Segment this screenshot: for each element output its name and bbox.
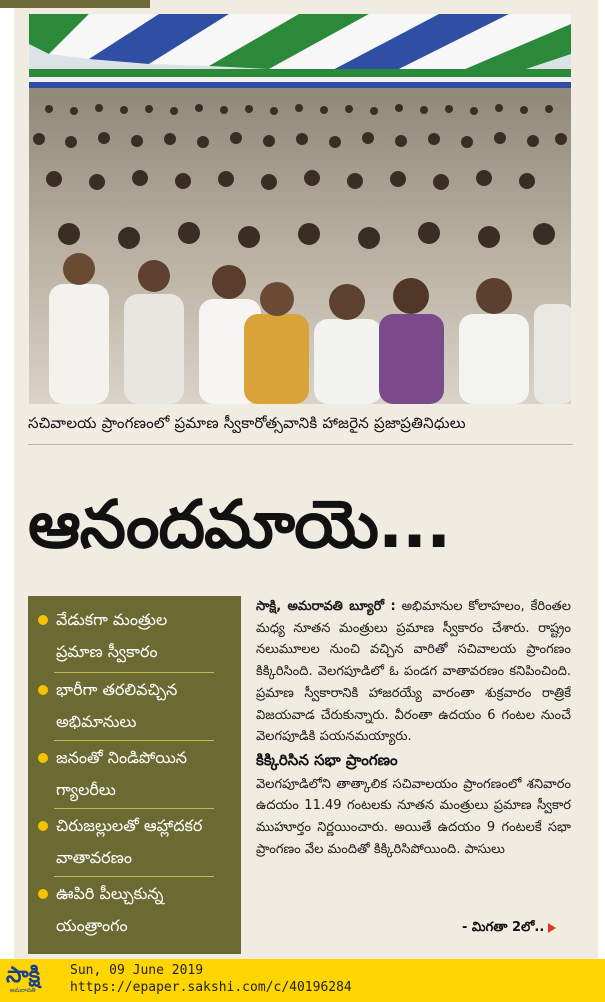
highlight-text: వేడుకగా మంత్రుల	[56, 610, 168, 629]
article-body	[256, 596, 571, 860]
headline: ఆనందమాయె...	[28, 486, 451, 563]
highlights-sidebar	[28, 596, 241, 954]
crowd-photo	[29, 14, 571, 404]
article-subhead: కిక్కిరిసిన సభా ప్రాంగణం	[256, 750, 398, 769]
highlight-divider	[54, 740, 214, 741]
article-text: అభిమానుల కోలాహలం, కేరింతల మధ్య నూతన మంత్రులు ప్రమాణ స్వీకారం చేశారు. రాష్ట్రం నలుమూలల నుంచి వచ్చిన వారితో సచివాలయ ప్రాంగణం కిక్కిరిసింది. వెలగపూడిలో ఓ పండగ వాతావరణం కనిపించింది. ప్రమాణ స్వీకారానికి హాజరయ్యే వారంతా శుక్రవారం రాత్రికే విజయవాడ చేరుకున్నారు. వీరంతా ఉదయం 6 గంటల నుంచే వెలగపూడికి పయనమయ్యారు.	[256, 599, 571, 745]
edition-date: Sun, 09 June 2019	[70, 963, 204, 978]
bullet-icon	[38, 889, 48, 899]
bullet-icon	[38, 615, 48, 625]
highlight-divider	[54, 876, 214, 877]
article-url[interactable]: https://epaper.sakshi.com/c/40196284	[70, 980, 352, 995]
highlight-item	[34, 674, 234, 738]
bullet-icon	[38, 753, 48, 763]
highlight-item	[34, 604, 234, 668]
caption-divider	[28, 444, 573, 445]
article-paragraph: వెలగపూడిలోని తాత్కాలిక సచివాలయం ప్రాంగణంలో శనివారం ఉదయం 11.49 గంటలకు నూతన మంత్రులు ప్రమాణ స్వీకార ముహూర్తం నిర్ణయించారు. అయితే ఉదయం 9 గంటలకే సభా ప్రాంగణం వేల మందితో కిక్కిరిసిపోయింది. పాసులు	[256, 776, 571, 857]
crowd-photo-image	[29, 14, 571, 404]
highlight-text: చిరుజల్లులతో ఆహ్లాదకర	[56, 816, 203, 835]
continued-link[interactable]	[462, 920, 556, 938]
corner-decoration	[0, 0, 150, 8]
highlight-divider	[54, 672, 214, 673]
highlight-text: యంత్రాంగం	[56, 916, 128, 935]
highlight-text: అభిమానులు	[56, 712, 137, 731]
dateline: సాక్షి, అమరావతి బ్యూరో :	[256, 599, 396, 614]
highlight-text: ఊపిరి పీల్చుకున్న	[56, 884, 164, 903]
continued-text: - మిగతా 2లో..	[462, 920, 545, 935]
highlight-text: వాతావరణం	[56, 848, 132, 867]
photo-caption: సచివాలయ ప్రాంగణంలో ప్రమాణ స్వీకారోత్సవానికి హాజరైన ప్రజాప్రతినిధులు	[28, 414, 466, 432]
bullet-icon	[38, 821, 48, 831]
highlight-text: భారీగా తరలివచ్చిన	[56, 680, 178, 699]
highlight-text: జనంతో నిండిపోయిన	[56, 748, 188, 767]
bullet-icon	[38, 685, 48, 695]
highlight-text: గ్యాలరీలు	[56, 780, 116, 799]
play-arrow-icon	[548, 923, 556, 933]
highlight-item	[34, 742, 234, 806]
highlight-item	[34, 810, 234, 874]
footer-bar	[0, 959, 605, 1002]
sakshi-logo	[6, 963, 62, 999]
highlight-item	[34, 878, 234, 942]
highlight-text: ప్రమాణ స్వీకారం	[56, 642, 158, 661]
highlight-divider	[54, 808, 214, 809]
logo-subtext: అమరావతి	[10, 987, 36, 994]
logo-text: సాక్షి	[6, 963, 41, 988]
article-paragraph	[256, 596, 571, 748]
